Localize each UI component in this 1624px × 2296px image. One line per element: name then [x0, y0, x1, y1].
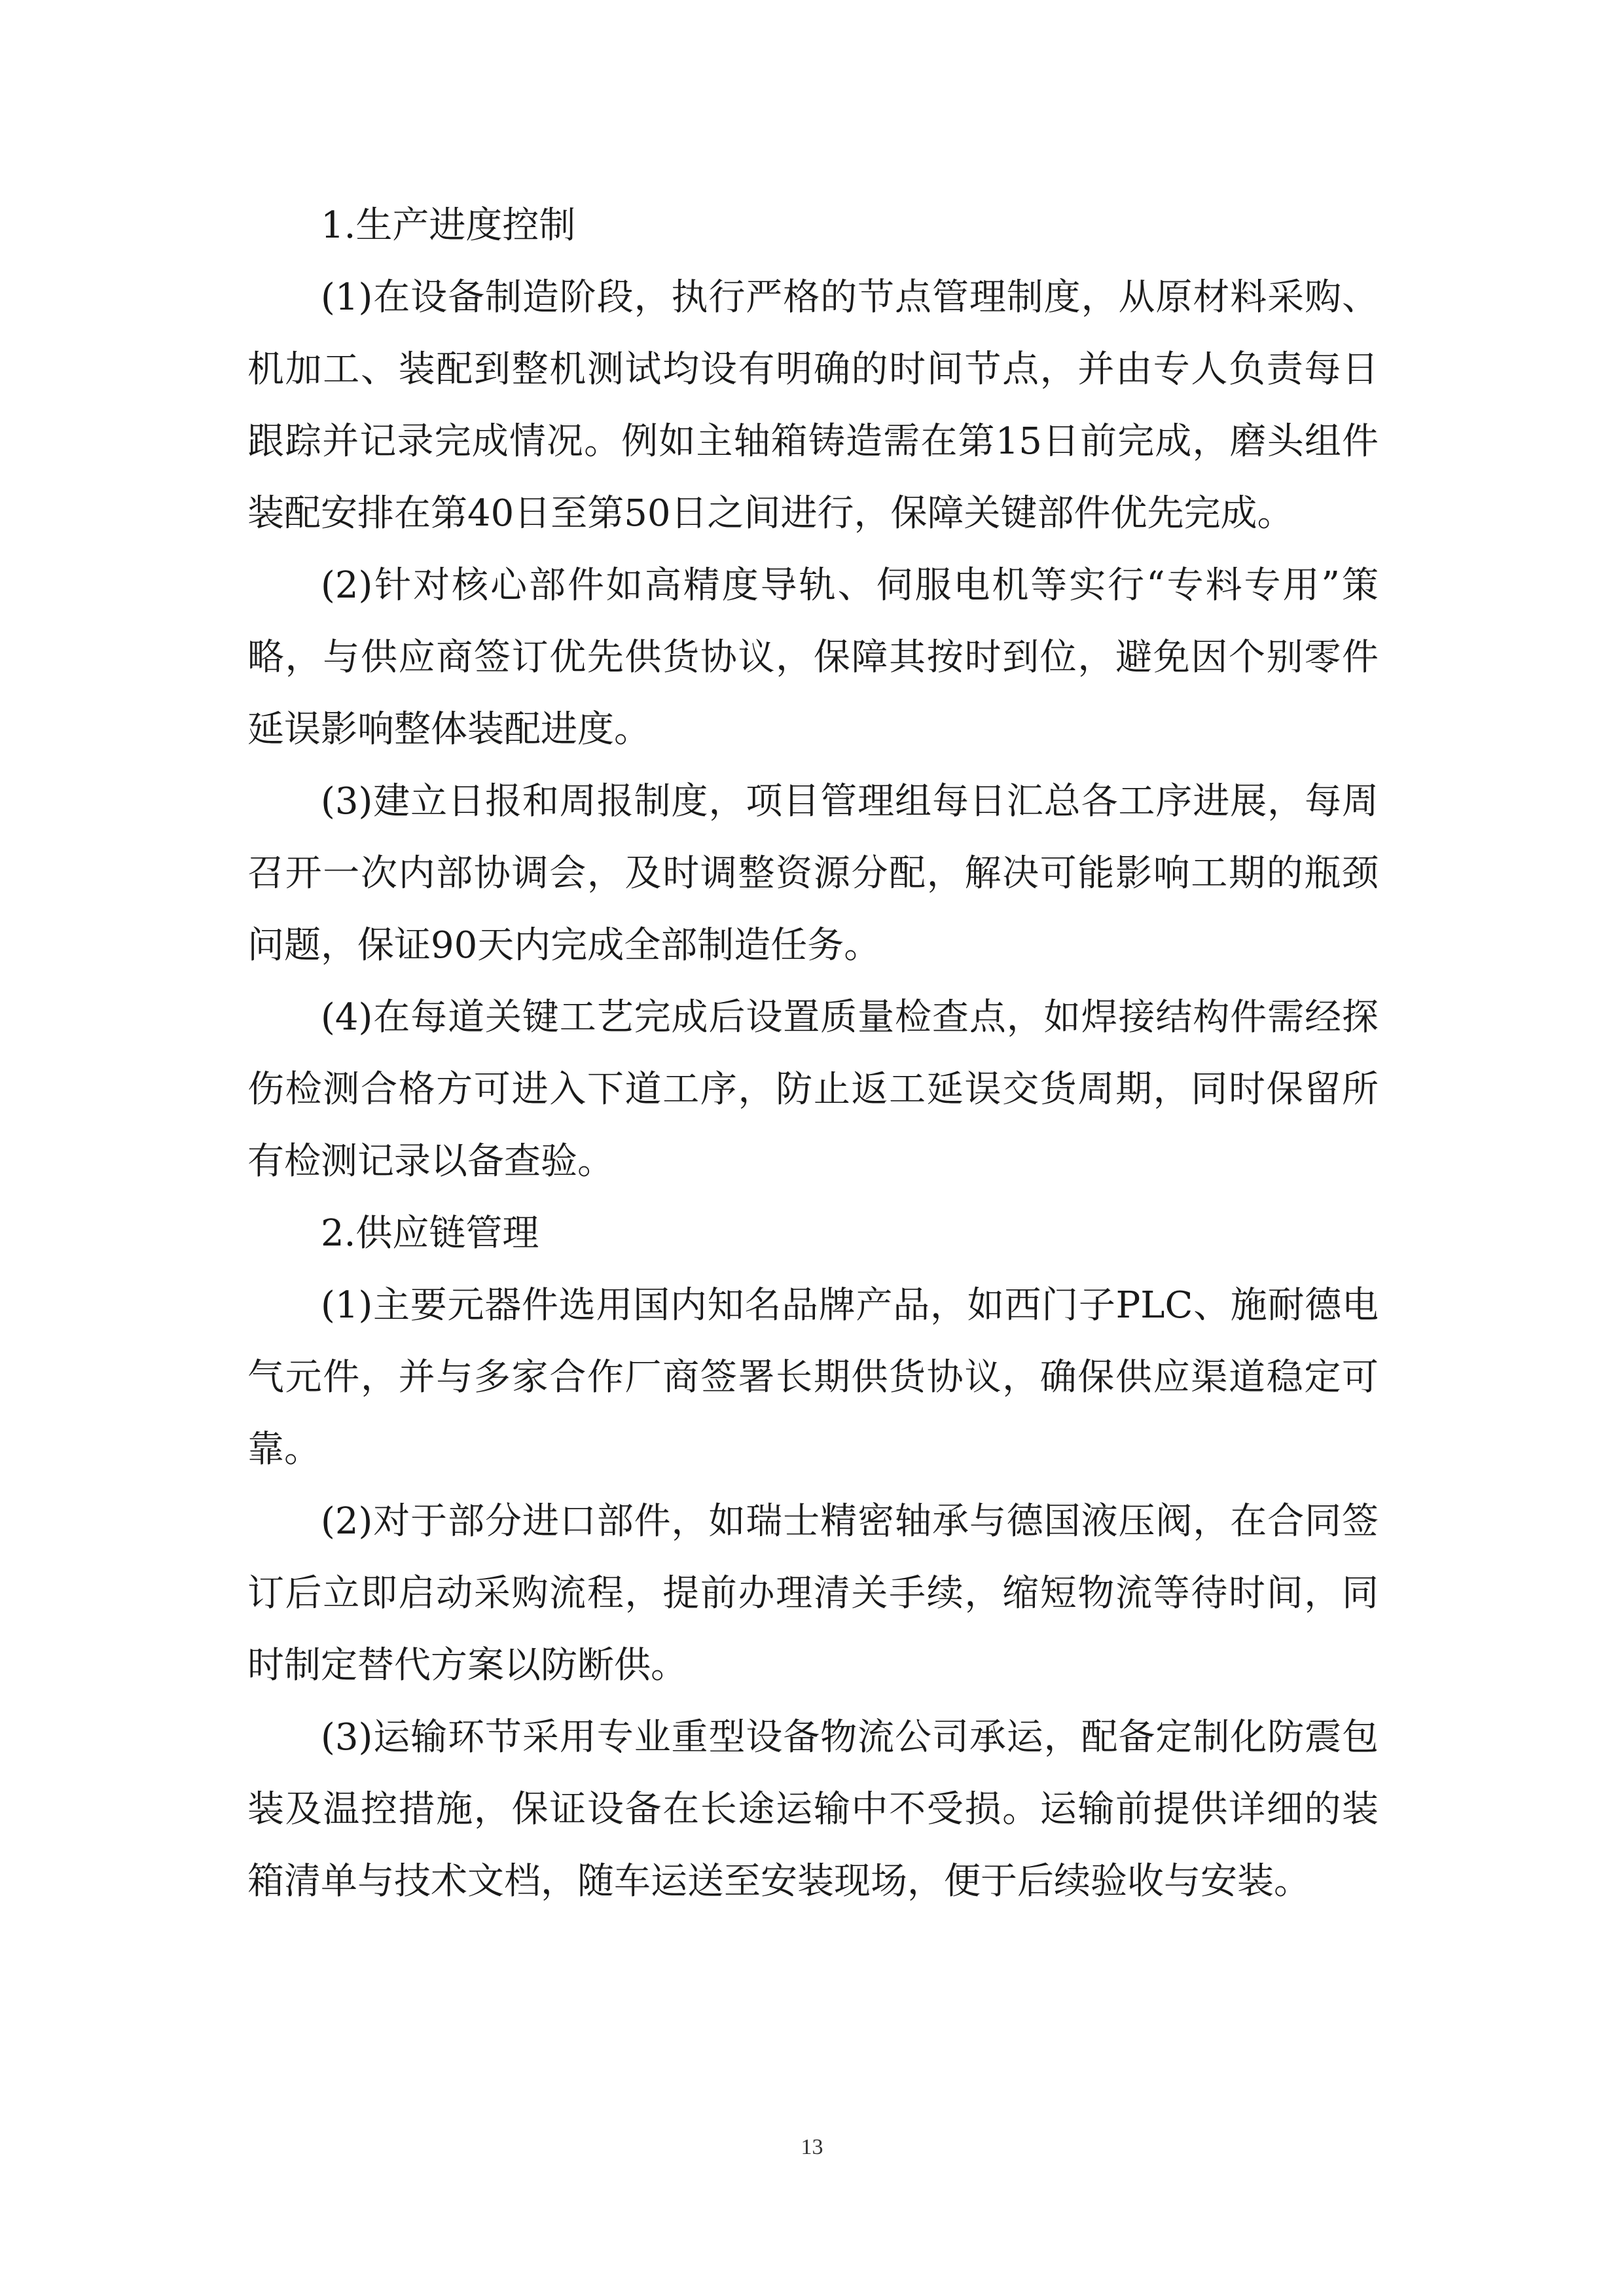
paragraph-supply-1: (1)主要元器件选用国内知名品牌产品，如西门子PLC、施耐德电气元件，并与多家合作厂商签署长期供货协议，确保供应渠道稳定可靠。 — [247, 1284, 1379, 1471]
document-body — [247, 190, 1379, 1918]
paragraph-supply-3: (3)运输环节采用专业重型设备物流公司承运，配备定制化防震包装及温控措施，保证设备在长途运输中不受损。运输前提供详细的装箱清单与技术文档，随车运送至安装现场，便于后续验收与安装。 — [247, 1716, 1379, 1903]
paragraph-schedule-4: (4)在每道关键工艺完成后设置质量检查点，如焊接结构件需经探伤检测合格方可进入下道工序，防止返工延误交货周期，同时保留所有检测记录以备查验。 — [247, 996, 1379, 1183]
paragraph-schedule-2: (2)针对核心部件如高精度导轨、伺服电机等实行“专料专用”策略，与供应商签订优先供货协议，保障其按时到位，避免因个别零件延误影响整体装配进度。 — [247, 564, 1379, 751]
paragraph-schedule-3: (3)建立日报和周报制度，项目管理组每日汇总各工序进展，每周召开一次内部协调会，及时调整资源分配，解决可能影响工期的瓶颈问题，保证90天内完成全部制造任务。 — [247, 780, 1379, 967]
page-number: 13 — [801, 2135, 823, 2159]
paragraph-schedule-1: (1)在设备制造阶段，执行严格的节点管理制度，从原材料采购、机加工、装配到整机测试均设有明确的时间节点，并由专人负责每日跟踪并记录完成情况。例如主轴箱铸造需在第15日前完成，磨头组件装配安排在第40日至第50日之间进行，保障关键部件优先完成。 — [247, 276, 1379, 535]
section-heading-production-schedule: 1.生产进度控制 — [321, 204, 576, 247]
paragraph-supply-2: (2)对于部分进口部件，如瑞士精密轴承与德国液压阀，在合同签订后立即启动采购流程，提前办理清关手续，缩短物流等待时间，同时制定替代方案以防断供。 — [247, 1500, 1379, 1687]
section-heading-supply-chain: 2.供应链管理 — [321, 1212, 539, 1255]
